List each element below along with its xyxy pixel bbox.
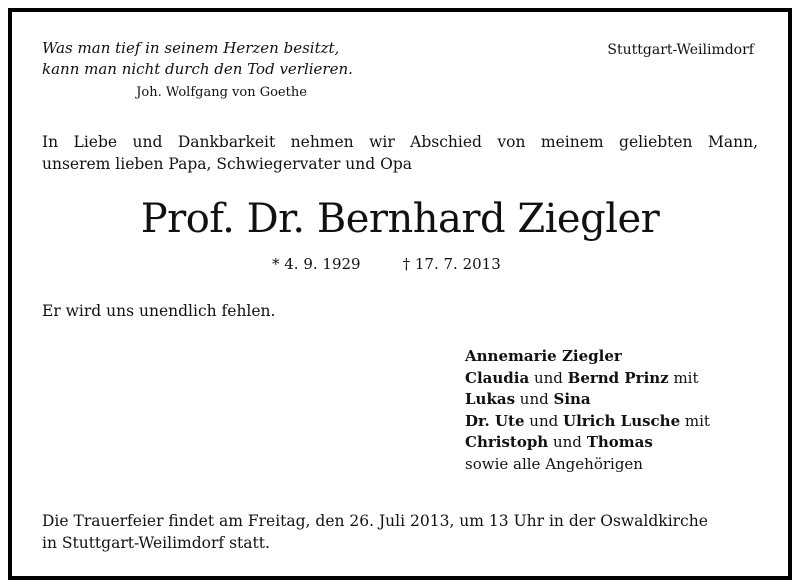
mourner-name: Thomas xyxy=(586,433,653,451)
deceased-name: Prof. Dr. Bernhard Ziegler xyxy=(140,196,660,242)
mourner-name: Lukas xyxy=(465,390,516,408)
mourner-name: Ulrich Lusche xyxy=(563,411,681,430)
quote-line-1: Was man tief in seinem Herzen besitzt, xyxy=(42,39,340,57)
life-dates xyxy=(272,255,501,273)
mourner-row xyxy=(465,432,710,454)
quote-author: Joh. Wolfgang von Goethe xyxy=(136,85,307,100)
mourner-name: Annemarie Ziegler xyxy=(465,347,622,365)
missed-text: Er wird uns unendlich fehlen. xyxy=(42,302,276,320)
intro-line-1: In Liebe und Dankbarkeit nehmen wir Abschied von meinem geliebten Mann, xyxy=(42,133,758,151)
quote-line-2: kann man nicht durch den Tod verlieren. xyxy=(42,60,353,78)
funeral-service-text xyxy=(42,510,758,554)
mourner-name: Bernd Prinz xyxy=(567,368,669,387)
connector: und xyxy=(524,411,563,430)
connector: und xyxy=(548,433,587,451)
mourner-name: Dr. Ute xyxy=(465,411,525,430)
intro-line-2: unserem lieben Papa, Schwiegervater und Opa xyxy=(42,155,412,173)
connector: und xyxy=(515,390,554,408)
mourner-row xyxy=(465,368,710,390)
connector: und xyxy=(529,368,568,387)
goethe-quote xyxy=(42,38,353,103)
mourner-name: Claudia xyxy=(465,368,530,387)
location: Stuttgart-Weilimdorf xyxy=(607,42,754,58)
service-line-2: in Stuttgart-Weilimdorf statt. xyxy=(42,534,270,552)
mourner-name: Christoph xyxy=(465,433,549,451)
connector: mit xyxy=(680,411,710,430)
mourner-row xyxy=(465,411,710,433)
mourners-list xyxy=(465,346,710,475)
service-line-1: Die Trauerfeier findet am Freitag, den 26. Juli 2013, um 13 Uhr in der Oswaldkirche xyxy=(42,512,708,530)
birth-date: * 4. 9. 1929 xyxy=(272,255,361,273)
intro-text xyxy=(42,131,758,175)
mourner-row: sowie alle Angehörigen xyxy=(465,454,643,473)
death-date: † 17. 7. 2013 xyxy=(402,255,501,273)
mourner-name: Sina xyxy=(553,390,591,408)
mourner-row xyxy=(465,389,710,411)
connector: mit xyxy=(668,368,699,387)
mourner-row xyxy=(465,346,710,368)
